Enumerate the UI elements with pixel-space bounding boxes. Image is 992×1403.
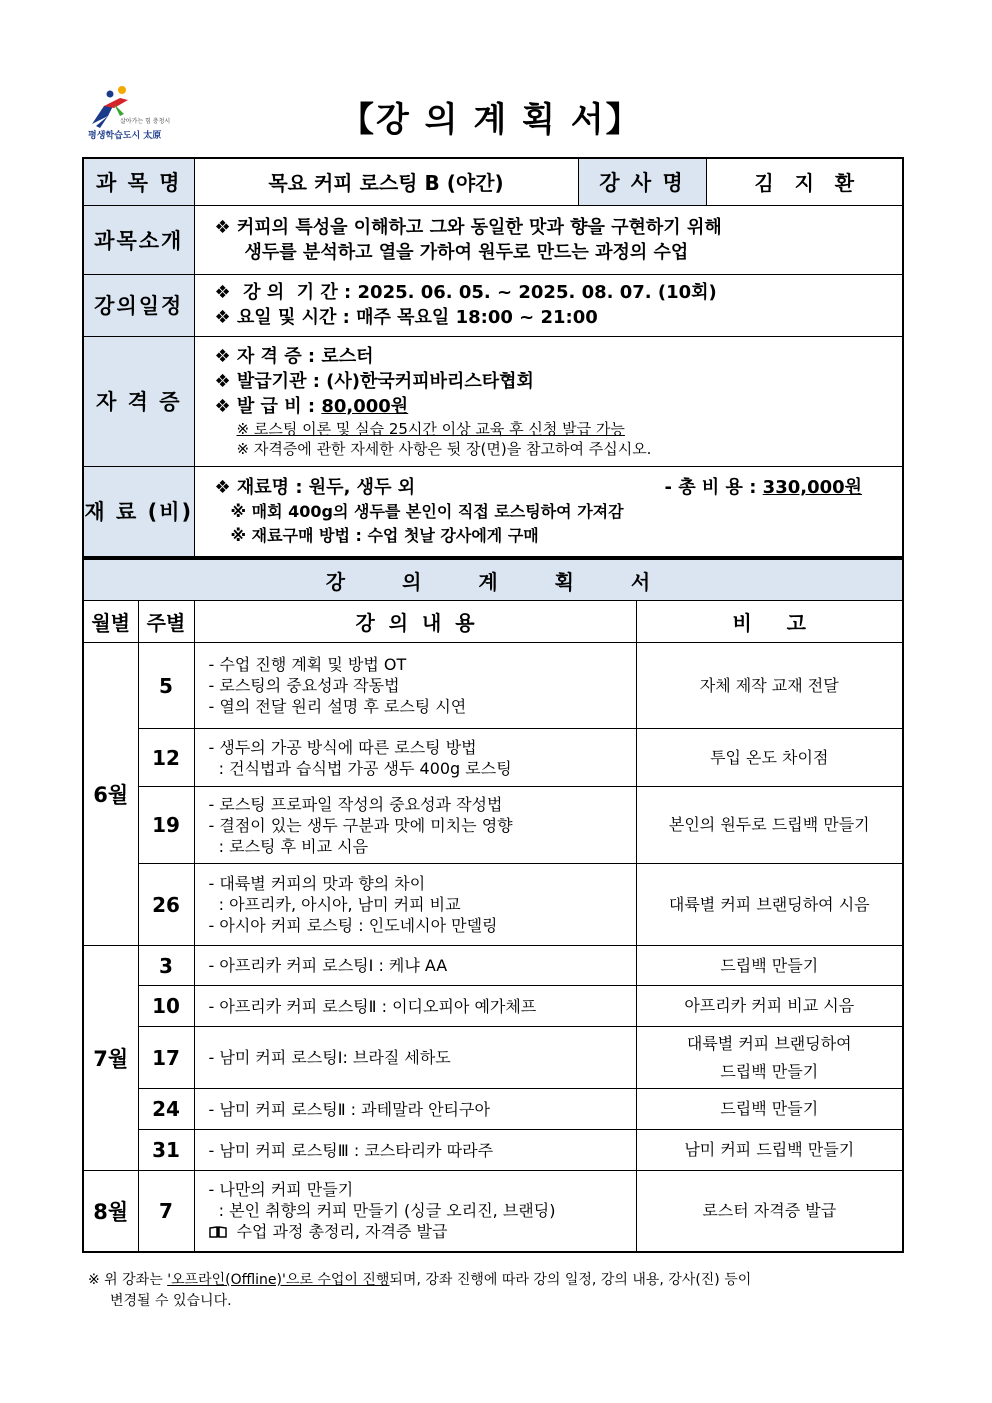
content-cell bbox=[194, 864, 636, 946]
schedule-time: ❖ 요일 및 시간 : 매주 목요일 18:00 ~ 21:00 bbox=[214, 307, 598, 328]
total-cost: 330,000원 bbox=[762, 476, 863, 498]
plan-row bbox=[83, 1089, 903, 1130]
content-line: : 본인 취향의 커피 만들기 (싱글 오리진, 브랜딩) bbox=[208, 1201, 556, 1221]
footer-underlined: '오프라인(Offline)'으로 수업이 진행 bbox=[167, 1272, 390, 1288]
remark-cell bbox=[636, 787, 903, 864]
content-line: - 나만의 커피 만들기 bbox=[208, 1180, 354, 1200]
content-line: - 대륙별 커피의 맛과 향의 차이 bbox=[208, 874, 426, 893]
content-cell bbox=[194, 986, 636, 1027]
content-cell bbox=[194, 643, 636, 729]
remark-line: 대륙별 커피 브랜딩하여 시음 bbox=[668, 894, 870, 914]
total-cost-line bbox=[665, 475, 863, 500]
col-week: 주별 bbox=[138, 601, 194, 643]
cert-fee: 80,000원 bbox=[321, 395, 409, 417]
content-cell bbox=[194, 1171, 636, 1252]
content-cell bbox=[194, 729, 636, 787]
remark-cell bbox=[636, 729, 903, 787]
content-line: - 열의 전달 원리 설명 후 로스팅 시연 bbox=[208, 697, 467, 716]
schedule-period: ❖ 강 의 기 간 : 2025. 06. 05. ~ 2025. 08. 07. (10회) bbox=[214, 282, 717, 303]
content-line: - 생두의 가공 방식에 따른 로스팅 방법 bbox=[208, 737, 477, 757]
page-title: 【강 의 계 획 서】 bbox=[340, 100, 642, 140]
city-logo bbox=[84, 84, 184, 146]
instructor-label: 강 사 명 bbox=[578, 158, 706, 205]
remark-cell bbox=[636, 946, 903, 986]
intro-label: 과목소개 bbox=[83, 205, 194, 274]
remark-line: 드립백 만들기 bbox=[720, 1061, 819, 1081]
remark-line: 투입 온도 차이점 bbox=[710, 747, 829, 767]
intro-line: 생두를 분석하고 열을 가하여 원두로 만드는 과정의 수업 bbox=[244, 241, 689, 263]
week-cell: 17 bbox=[138, 1027, 194, 1089]
content-line: - 로스팅의 중요성과 작동법 bbox=[208, 676, 400, 695]
plan-row bbox=[83, 787, 903, 864]
content-line: - 결점이 있는 생두 구분과 맛에 미치는 영향 bbox=[208, 815, 513, 835]
col-remark: 비 고 bbox=[636, 601, 903, 643]
book-icon bbox=[209, 1222, 227, 1234]
content-line: : 아프리카, 아시아, 남미 커피 비교 bbox=[208, 895, 461, 914]
content-line: - 아프리카 커피 로스팅Ⅰ : 케냐 AA bbox=[208, 956, 448, 975]
remark-cell bbox=[636, 1171, 903, 1252]
content-line: - 로스팅 프로파일 작성의 중요성과 작성법 bbox=[208, 794, 503, 814]
remark-line: 본인의 원두로 드립백 만들기 bbox=[668, 815, 870, 834]
plan-row bbox=[83, 946, 903, 986]
plan-row bbox=[83, 1171, 903, 1252]
lecture-plan-table bbox=[82, 558, 904, 1253]
cert-note: ※ 로스팅 이론 및 실습 25시간 이상 교육 후 신청 발급 가능 bbox=[236, 419, 625, 438]
content-line: - 아시아 커피 로스팅 : 인도네시아 만델링 bbox=[208, 916, 498, 935]
remark-cell bbox=[636, 1130, 903, 1171]
content-line: - 수업 진행 계획 및 방법 OT bbox=[208, 655, 407, 674]
remark-line: 로스터 자격증 발급 bbox=[702, 1200, 837, 1220]
plan-row bbox=[83, 1130, 903, 1171]
content-line: : 로스팅 후 비교 시음 bbox=[208, 836, 369, 856]
logo-tagline: 살아가는 힘 충청시 bbox=[120, 118, 171, 125]
content-text: 수업 과정 총정리, 자격증 발급 bbox=[236, 1222, 448, 1242]
week-cell: 7 bbox=[138, 1171, 194, 1252]
remark-cell bbox=[636, 1089, 903, 1130]
col-month: 월별 bbox=[83, 601, 138, 643]
content-line: - 남미 커피 로스팅Ⅰ: 브라질 세하도 bbox=[208, 1048, 451, 1067]
footer-line-2: 변경될 수 있습니다. bbox=[110, 1293, 232, 1309]
plan-row bbox=[83, 986, 903, 1027]
schedule-label: 강의일정 bbox=[83, 274, 194, 336]
plan-row bbox=[83, 729, 903, 787]
plan-row bbox=[83, 864, 903, 946]
course-name: 목요 커피 로스팅 B (야간) bbox=[194, 158, 578, 205]
content-line: - 아프리카 커피 로스팅Ⅱ : 이디오피아 예가체프 bbox=[208, 996, 537, 1016]
material-note: ※ 재료구매 방법 : 수업 첫날 강사에게 구매 bbox=[230, 525, 539, 545]
month-cell: 7월 bbox=[83, 946, 138, 1171]
month-cell: 8월 bbox=[83, 1171, 138, 1252]
remark-line: 남미 커피 드립백 만들기 bbox=[684, 1140, 855, 1159]
footer-suffix: 되며, 강좌 진행에 따라 강의 일정, 강의 내용, 강사(진) 등이 bbox=[389, 1272, 752, 1288]
week-cell: 26 bbox=[138, 864, 194, 946]
cert-fee-line bbox=[195, 394, 903, 419]
month-cell: 6월 bbox=[83, 643, 138, 946]
cert-note: ※ 자격증에 관한 자세한 사항은 뒷 장(면)을 참고하여 주십시오. bbox=[236, 439, 652, 458]
content-line: - 남미 커피 로스팅Ⅲ : 코스타리카 따라주 bbox=[208, 1140, 494, 1160]
remark-line: 아프리카 커피 비교 시음 bbox=[684, 996, 855, 1015]
week-cell: 24 bbox=[138, 1089, 194, 1130]
content-cell bbox=[194, 1130, 636, 1171]
plan-section-title: 강 의 계 획 서 bbox=[83, 559, 903, 601]
content-line: : 건식법과 습식법 가공 생두 400g 로스팅 bbox=[208, 758, 512, 778]
content-line: - 남미 커피 로스팅Ⅱ : 과테말라 안티구아 bbox=[208, 1099, 490, 1119]
remark-cell bbox=[636, 1027, 903, 1089]
content-cell bbox=[194, 946, 636, 986]
week-cell: 19 bbox=[138, 787, 194, 864]
intro-cell bbox=[194, 205, 903, 274]
material-name: ❖ 재료명 : 원두, 생두 외 bbox=[214, 476, 416, 498]
content-cell bbox=[194, 787, 636, 864]
footer-note bbox=[88, 1270, 908, 1312]
remark-cell bbox=[636, 643, 903, 729]
remark-line: 대륙별 커피 브랜딩하여 bbox=[686, 1033, 852, 1053]
logo-name: 평생학습도시 太原 bbox=[88, 131, 162, 141]
total-cost-label: - 총 비 용 : bbox=[664, 476, 763, 498]
footer-line-1 bbox=[88, 1270, 908, 1291]
week-cell: 31 bbox=[138, 1130, 194, 1171]
plan-row bbox=[83, 643, 903, 729]
course-name-label: 과 목 명 bbox=[83, 158, 194, 205]
schedule-cell bbox=[194, 274, 903, 336]
remark-line: 자체 제작 교재 전달 bbox=[699, 675, 839, 695]
week-cell: 10 bbox=[138, 986, 194, 1027]
cert-fee-label: ❖ 발 급 비 : bbox=[214, 395, 322, 417]
material-line bbox=[195, 475, 903, 500]
material-cell bbox=[194, 466, 903, 557]
instructor-name: 김 지 환 bbox=[706, 158, 903, 205]
week-cell: 12 bbox=[138, 729, 194, 787]
remark-cell bbox=[636, 986, 903, 1027]
week-cell: 3 bbox=[138, 946, 194, 986]
cert-name: ❖ 자 격 증 : 로스터 bbox=[214, 345, 374, 367]
intro-line: ❖ 커피의 특성을 이해하고 그와 동일한 맛과 향을 구현하기 위해 bbox=[214, 216, 722, 238]
remark-cell bbox=[636, 864, 903, 946]
material-note: ※ 매회 400g의 생두를 본인이 직접 로스팅하여 가져감 bbox=[230, 501, 624, 521]
week-cell: 5 bbox=[138, 643, 194, 729]
course-info-table bbox=[82, 157, 904, 558]
cert-cell bbox=[194, 336, 903, 466]
plan-body bbox=[83, 643, 903, 1252]
content-cell bbox=[194, 1089, 636, 1130]
col-content: 강 의 내 용 bbox=[194, 601, 636, 643]
material-label: 재 료 (비) bbox=[83, 466, 194, 557]
cert-issuer: ❖ 발급기관 : (사)한국커피바리스타협회 bbox=[214, 370, 534, 392]
remark-line: 드립백 만들기 bbox=[720, 955, 819, 975]
cert-label: 자 격 증 bbox=[83, 336, 194, 466]
plan-row bbox=[83, 1027, 903, 1089]
footer-prefix: ※ 위 강좌는 bbox=[88, 1272, 168, 1288]
content-line bbox=[209, 1221, 636, 1242]
remark-line: 드립백 만들기 bbox=[720, 1099, 819, 1118]
content-cell bbox=[194, 1027, 636, 1089]
